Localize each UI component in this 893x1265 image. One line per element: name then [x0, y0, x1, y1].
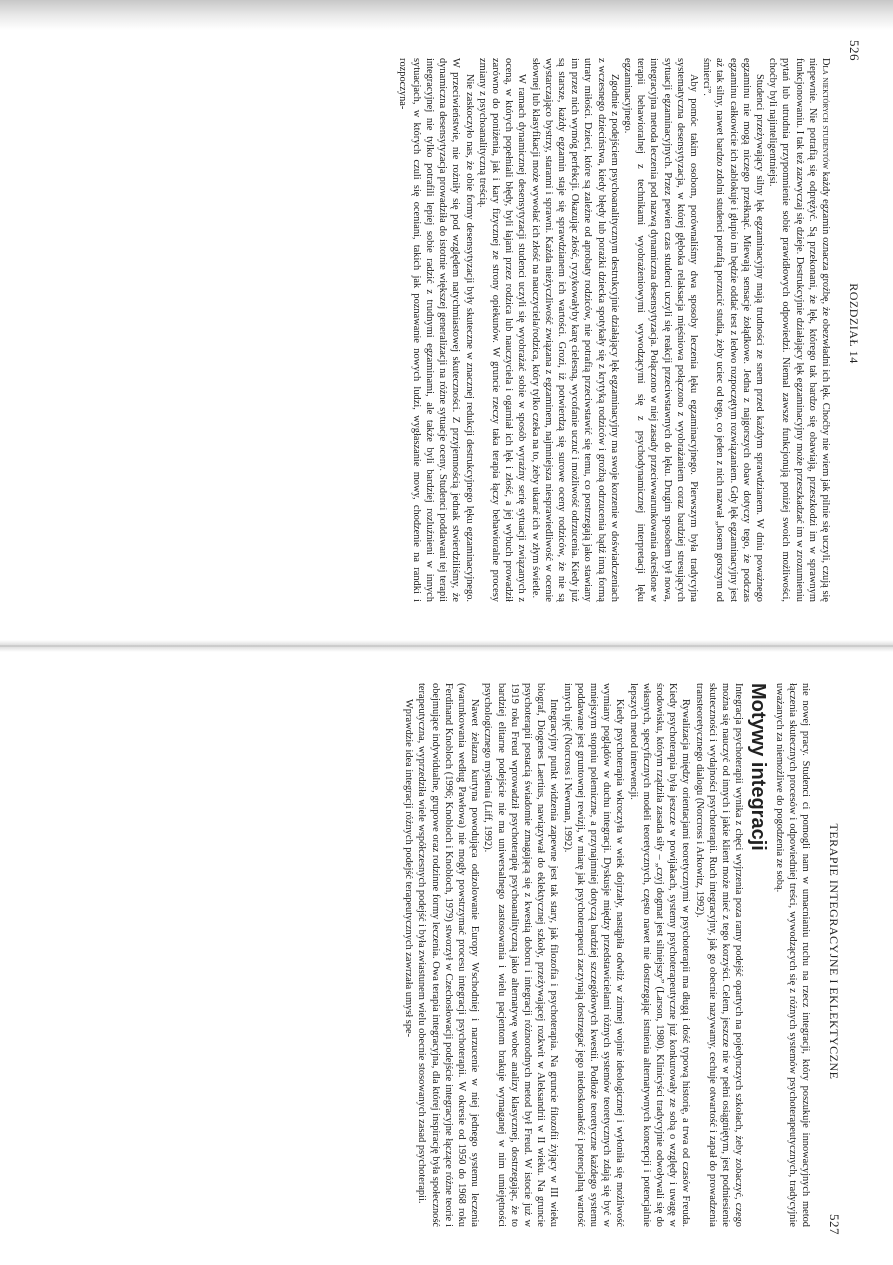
paragraph: Kiedy psychoterapia wkroczyła w wiek dojrzały, nastąpiła odwilż w zimnej wojnie ideologicznej i wyłoniła się możliwość wymiany poglądów w duchu integracji. Dyskusje między przedstawicielami różnych systemów teoretycznych zdają się być w mniejszym stopniu polemiczne, a przynajmniej dotyczą bardziej szczegółowych kwestii. Podłoże teoretyczne każdego systemu poddawane jest gruntownej rewizji, w miarę jak psychoterapeuci zaczynają dostrzegać jego niedoskonałość i potencjalną wartość innych ujęć (Norcross i Newman, 1992). — [561, 683, 626, 1227]
running-header — [838, 30, 870, 620]
paragraph: Integracja psychoterapii wynika z chęci wyjrzenia poza ramy podejść opartych na pojedynczych szkołach, żeby zobaczyć, czego można się nauczyć od innych i jakie klient może mieć z tego korzyści. Celem, jeszcze nie w pełni osiągniętym, jest podniesienie skuteczności i wydajności psychoterapii. Ruch integracyjny, jak go obecnie nazywamy, cechuje otwartość i zapał do prowadzenia transteoretycznego dialogu (Norcross i Arkowitz, 1992). — [693, 683, 745, 1227]
paragraph: Integracyjny punkt widzenia zapewne jest tak stary, jak filozofia i psychoterapia. Na gruncie filozofii żyjący w III wieku biograf, Diogenes Laertius, nawiązywał do eklektycznej szkoły, przeżywającej rozkwit w Aleksandrii w II wieku. Na gruncie psychoterapii postacią świadomie zmagającą się z kwestią doboru i integracji różnorodnych metod był Freud. W istocie już w 1919 roku Freud wprowadził psychoterapię psychoanalityczną jako alternatywę wobec analizy klasycznej, dostrzegając, że to bardziej elitarne podejście nie ma uniwersalnego zastosowania i wielu pacjentom brakuje wymaganej w nim umiejętności psychologicznego myślenia (Liff, 1992). — [482, 683, 560, 1227]
running-head: TERAPIE INTEGRACYJNE I EKLEKTYCZNE — [827, 823, 841, 1080]
paragraph: Dla niektórych studentów każdy egzamin oznacza groźbę, że obezwładni ich lęk. Choćby nie wiem jak pilnie się uczyli, czują się niepewnie. Nie potrafią się odprężyć. Są przekonani, że lęk, którego tak bardzo się obawiają, przeszkodzi im w sprawnym funkcjonowaniu. I tak też zazwyczaj się dzieje. Destrukcyjnie działający lęk egzaminacyjny może przeszkadzać im w zrozumieniu pytań lub utrudnia przypomnienie sobie prawidłowych odpowiedzi. Niemal zawsze funkcjonują poniżej swoich możliwości, choćby byli najinteligentniejsi. — [767, 58, 831, 602]
scan-shadow — [0, 0, 893, 30]
running-head: ROZDZIAŁ 14 — [847, 283, 861, 364]
running-header — [818, 655, 850, 1245]
paragraph: Rywalizacja między orientacjami teoretycznymi w psychoterapii ma długą i dość typową historię, a trwa od czasów Freuda. Kiedy psychoterapia była jeszcze w powijakach, systemy psychoterapeutyczne już konkurowały ze sobą o względy i uwagę w środowisku, którym rządziła zasada siły – „czyj dogmat jest silniejszy” (Larson, 1980). Klinicyści tradycyjnie odwoływali się do własnych, specyficznych modeli teoretycznych, często nawet nie dostrzegając istnienia alternatywnych koncepcji i potencjalnie lepszych metod interwencji. — [627, 683, 692, 1227]
paragraph: W ramach dynamicznej desensytyzacji studenci uczyli się wyobrażać sobie w sposób wyraźny serię sytuacji związanych z oceną, w których popełniali błędy, byli łajani przez rodzica lub nauczyciela i ogarniał ich lęk i złość, a jej wybuch prowadził zarówno do poniżenia, jak i kary fizycznej ze strony opiekunów. W gruncie rzeczy taka terapia łączy behawioralne procesy zmiany z psychoanalityczną treścią. — [476, 58, 528, 602]
paragraph: Aby pomóc takim osobom, porównaliśmy dwa sposoby leczenia lęku egzaminacyjnego. Pierwszym była tradycyjna systematyczna desensytyzacja, w której głęboka relaksacja mięśniowa połączono z wyobrażaniem coraz bardziej stresujących sytuacji egzaminacyjnych. Przez pewien czas studenci uczyli się reakcji przeciwstawnych do lęku. Drugim sposobem był nowa, integracyjna metoda leczenia pod nazwą dynamiczna desensytyzacja. Połączono w niej zasady przeciwwarunkowania określone w terapii behawioralnej z technikami wyobrażeniowymi wywodzącymi się z psychodynamicznej interpretacji lęku egzaminacyjnego. — [621, 58, 699, 602]
paragraph: Studenci przeżywający silny lęk egzaminacyjny mają trudności ze snem przed każdym sprawdzianem. W dniu poważnego egzaminu nie mogą niczego przełknąć. Miewają sensacje żołądkowe. Jedna z najgorszych obaw dotyczy tego, że podczas egzaminu całkowicie ich zablokuje i głupio im będzie oddać test z ledwo rozpoczętym rozwiązaniem. Gdy lęk egzaminacyjny jest aż tak silny, nawet bardzo zdolni studenci potrafią porzucić studia, żeby uciec od tego, co jeden z nich nazwał „losem gorszym od śmierci”. — [701, 58, 765, 602]
lead-in: Dla niektórych studentów — [820, 58, 831, 169]
paragraph: Nie zaskoczyło nas, że obie formy desensytyzacji były skuteczne w znacznej redukcji destrukcyjnego lęku egzaminacyjnego. W przeciwieństwie, nie rożniły się pod względem natychmiastowej skuteczności. Z przyjemnością jednak stwierdziliśmy, że dynamiczna desensytyzacja prowadziła do istotnie większej generalizacji na różne sytuacje oceny. Studenci poddawani tej terapii integracyjnej nie tylko potrafili lepiej sobie radzić z trudnymi egzaminami, ale także byli bardziej rozluźnieni w innych sytuacjach, w których czuli się oceniani, takich jak poznawanie nowych ludzi, wygłaszanie mowy, chodzenie na randki i rozpoczyna- — [397, 58, 475, 602]
book-gutter — [0, 640, 893, 652]
paragraph: Wprawdzie idea integracji różnych podejść terapeutycznych zawrzała umysł spe- — [403, 699, 415, 1038]
paragraph: nie nowej pracy. Studenci ci pomogli nam w umacnianiu ruchu na rzecz integracji, który poszukuje innowacyjnych metod łączenia skutecznych procesów i odpowiedniej treści, wywodzących się z różnych systemów psychoterapeutycznych, tradycyjnie uważanych za niemożliwe do pogodzenia ze sobą. — [773, 683, 811, 1227]
page-527 — [0, 655, 893, 1265]
page-526 — [0, 30, 893, 640]
page-body — [402, 655, 818, 1245]
paragraph: Zgodnie z podejściem psychoanalitycznym destrukcyjnie działający lęk egzaminacyjny ma swoje korzenie w doświadczeniach z wczesnego dzieciństwa, kiedy błędy lub porażki dziecka spotykały się z krytyką rodziców i groźbą odrzucenia bądź inną formą utraty miłości. Dzieci, które są zależne od aprobaty rodziców, nie potrafią przeciwstawić się temu, co postrzegają jako stawiany im przez nich wymóg perfekcji. Okazując złość, ryzykowałyby karę cielesną, wycofanie uczuć i możliwość odrzucenia. Kiedy już są starsze, każdy egzamin staje się sprawdzianem ich wartości. Grozi, iż potwierdzą się surowe oceny rodziców, że nie są wystarczająco bystrzy, staranni i sprawni. Każda nieżyczliwość związana z egzaminem, najmniejsza niesprawiedliwość w ocenie słownej lub klasyfikacji może wywołać ich złość na nauczyciela/rodzica, który tylko czeka na to, żeby ukarać ich w złym świetle. — [529, 58, 620, 602]
section-title: Motywy integracji — [747, 683, 770, 851]
page-body — [396, 30, 838, 620]
page-number: 527 — [827, 1214, 842, 1235]
page-number: 526 — [847, 40, 862, 61]
paragraph: Nawet żelazna kurtyna powodująca odizolowanie Europy Wschodniej i narzucenie w niej jednego systemu leczenia (warunkowania według Pawłowa) nie mogły powstrzymać procesu integracji psychoterapii. W okresie od 1950 do 1968 roku Ferdinand Knobloch (1996; Knobloch i Knobloch, 1979) stworzył w Czechosłowacji podejście integracyjne łączące różne teorie i obejmujące indywidualne, grupowe oraz rodzinne formy leczenia. Owa terapia integracyjna, dla której inspirację była społeczność terapeutyczna, wyprzedziła wiele współczesnych podejść i była zwiastunem wielu obecnie stosowanych zasad psychoterapii. — [416, 683, 481, 1227]
